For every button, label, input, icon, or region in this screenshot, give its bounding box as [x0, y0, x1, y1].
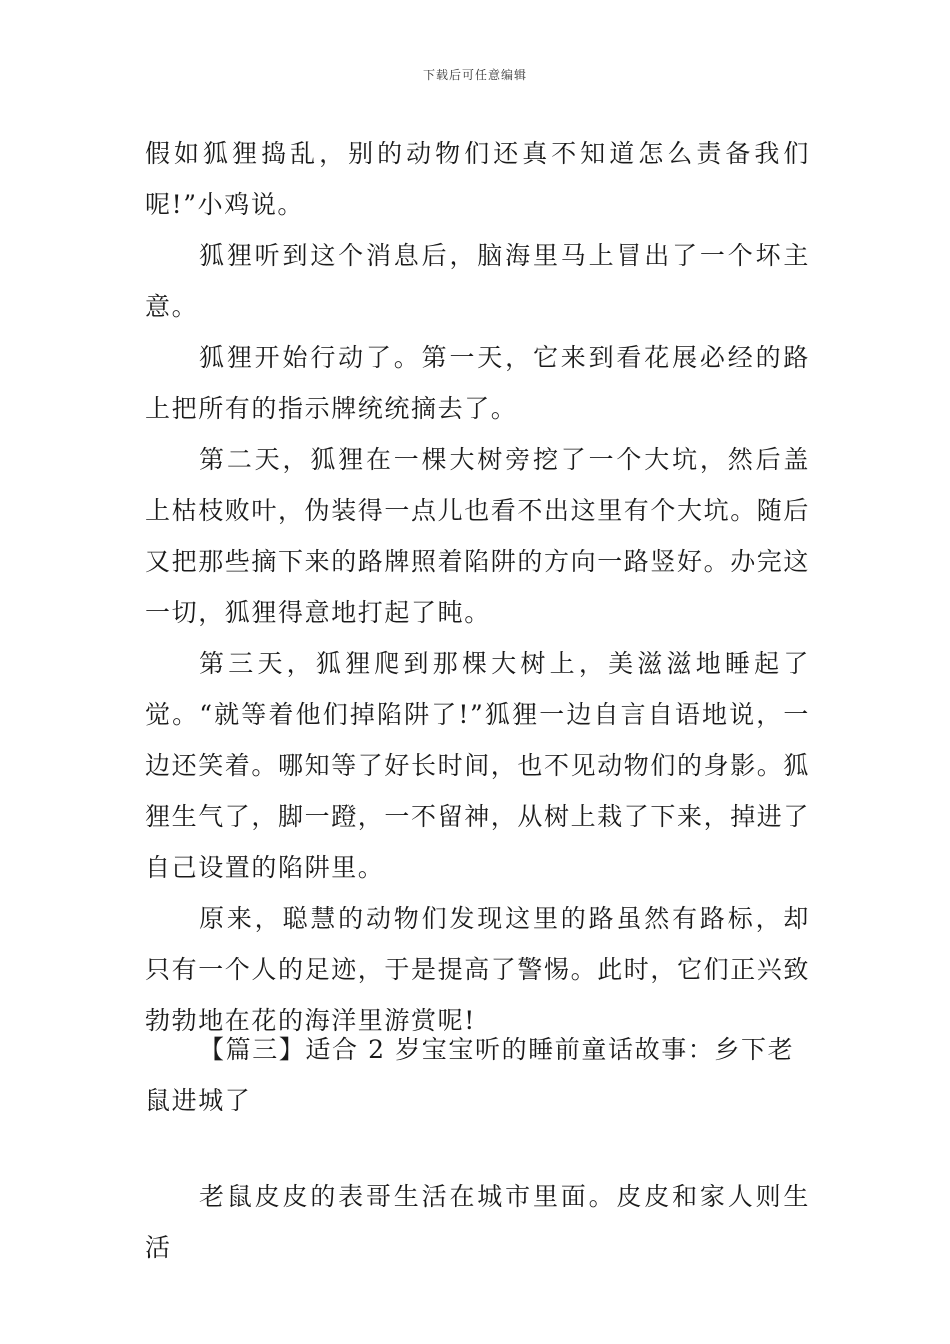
- paragraph-7: 老鼠皮皮的表哥生活在城市里面。皮皮和家人则生活: [145, 1182, 810, 1262]
- paragraph-3: 狐狸开始行动了。第一天，它来到看花展必经的路上把所有的指示牌统统摘去了。: [145, 343, 810, 423]
- paragraph-1: 假如狐狸捣乱，别的动物们还真不知道怎么责备我们呢!”小鸡说。: [145, 139, 810, 219]
- section-heading: 【篇三】适合 2 岁宝宝听的睡前童话故事：乡下老鼠进城了: [145, 1035, 795, 1115]
- paragraph-6: 原来，聪慧的动物们发现这里的路虽然有路标，却只有一个人的足迹，于是提高了警惕。此时，它们正兴致勃勃地在花的海洋里游赏呢!: [145, 904, 811, 1035]
- story-body: [145, 128, 810, 1046]
- section-body: [145, 1171, 810, 1273]
- section-heading-block: [145, 1024, 810, 1126]
- paragraph-2: 狐狸听到这个消息后，脑海里马上冒出了一个坏主意。: [145, 241, 810, 321]
- paragraph-5: 第三天，狐狸爬到那棵大树上，美滋滋地睡起了觉。“就等着他们掉陷阱了!”狐狸一边自言自语地说，一边还笑着。哪知等了好长时间，也不见动物们的身影。狐狸生气了，脚一蹬，一不留神，从树上栽了下来，掉进了自己设置的陷阱里。: [145, 649, 811, 882]
- paragraph-4: 第二天，狐狸在一棵大树旁挖了一个大坑，然后盖上枯枝败叶，伪装得一点儿也看不出这里有个大坑。随后又把那些摘下来的路牌照着陷阱的方向一路竖好。办完这一切，狐狸得意地打起了盹。: [145, 445, 811, 627]
- page-header: 下载后可任意编辑: [422, 68, 527, 82]
